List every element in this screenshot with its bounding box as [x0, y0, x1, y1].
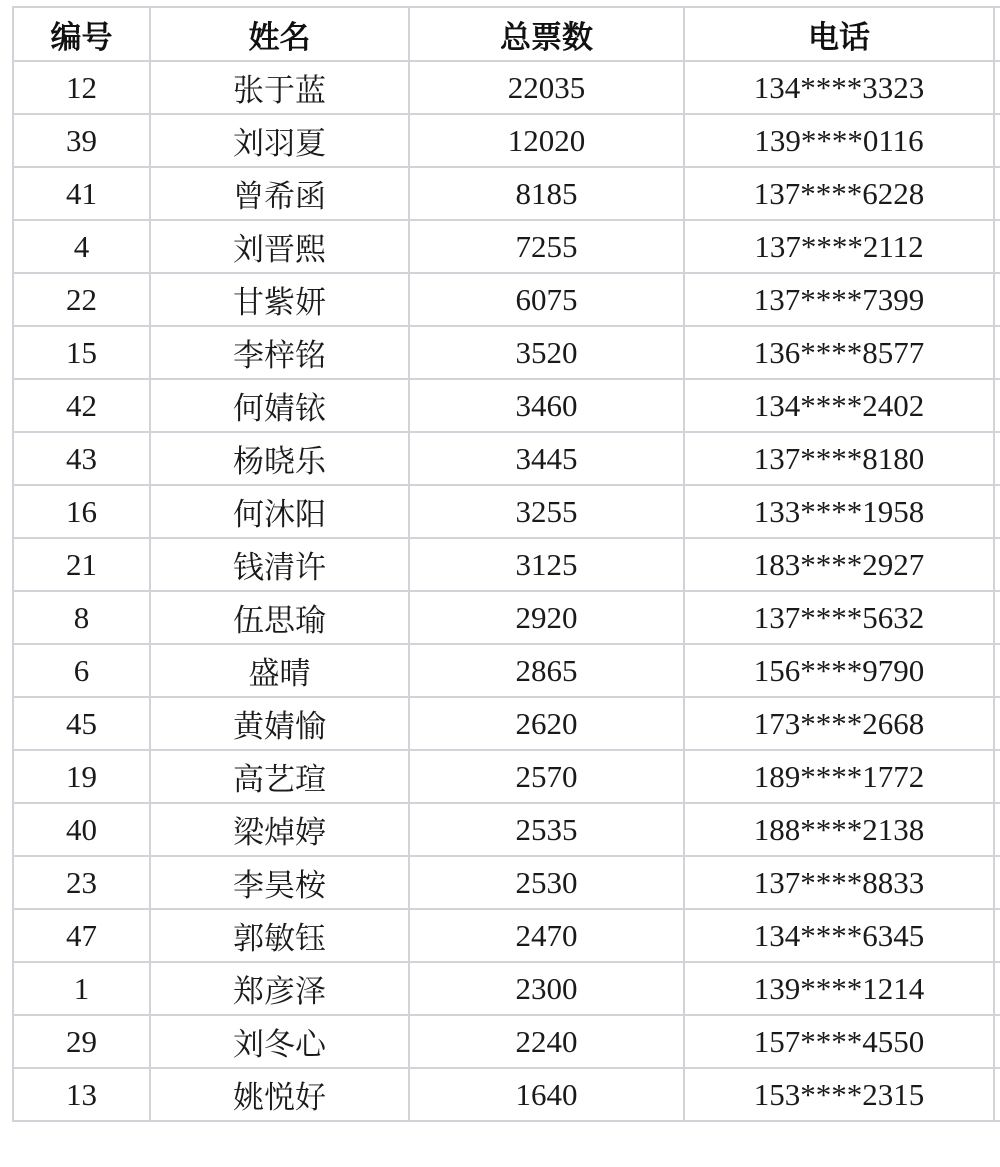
cell-name: 郑彦泽	[150, 962, 409, 1015]
vote-ranking-table	[12, 6, 1000, 1122]
cell-id: 12	[13, 61, 150, 114]
cell-extra-column	[994, 1068, 1000, 1121]
cell-name: 高艺瑄	[150, 750, 409, 803]
cell-phone: 133****1958	[684, 485, 994, 538]
cell-phone: 137****5632	[684, 591, 994, 644]
cell-votes: 3460	[409, 379, 684, 432]
table-row	[13, 61, 1000, 114]
cell-extra-column	[994, 856, 1000, 909]
cell-extra-column	[994, 803, 1000, 856]
cell-name: 刘羽夏	[150, 114, 409, 167]
cell-votes: 2620	[409, 697, 684, 750]
cell-votes: 2535	[409, 803, 684, 856]
table-row	[13, 273, 1000, 326]
cell-votes: 3520	[409, 326, 684, 379]
table-row	[13, 114, 1000, 167]
cell-extra-column	[994, 432, 1000, 485]
header-row	[13, 7, 1000, 61]
cell-phone: 188****2138	[684, 803, 994, 856]
table-row	[13, 1068, 1000, 1121]
cell-name: 刘冬心	[150, 1015, 409, 1068]
table-row	[13, 856, 1000, 909]
cell-votes: 8185	[409, 167, 684, 220]
table-row	[13, 379, 1000, 432]
cell-votes: 2865	[409, 644, 684, 697]
cell-extra-column	[994, 379, 1000, 432]
table-row	[13, 909, 1000, 962]
cell-phone: 137****8833	[684, 856, 994, 909]
cell-extra-column	[994, 909, 1000, 962]
cell-name: 盛晴	[150, 644, 409, 697]
cell-name: 伍思瑜	[150, 591, 409, 644]
cell-extra-column	[994, 962, 1000, 1015]
cell-name: 郭敏钰	[150, 909, 409, 962]
cell-votes: 3255	[409, 485, 684, 538]
cell-id: 22	[13, 273, 150, 326]
cell-phone: 137****2112	[684, 220, 994, 273]
cell-id: 16	[13, 485, 150, 538]
cell-id: 40	[13, 803, 150, 856]
cell-votes: 2530	[409, 856, 684, 909]
table-row	[13, 538, 1000, 591]
cell-extra-column	[994, 538, 1000, 591]
cell-id: 13	[13, 1068, 150, 1121]
cell-phone: 183****2927	[684, 538, 994, 591]
cell-phone: 139****0116	[684, 114, 994, 167]
cell-extra-column	[994, 167, 1000, 220]
table-row	[13, 1015, 1000, 1068]
cell-extra-column	[994, 591, 1000, 644]
header-id: 编号	[13, 7, 150, 61]
header-extra-column	[994, 7, 1000, 61]
cell-phone: 134****6345	[684, 909, 994, 962]
cell-name: 梁焯婷	[150, 803, 409, 856]
table-row	[13, 485, 1000, 538]
cell-name: 李昊桉	[150, 856, 409, 909]
cell-name: 曾希函	[150, 167, 409, 220]
cell-votes: 3445	[409, 432, 684, 485]
cell-extra-column	[994, 273, 1000, 326]
cell-votes: 6075	[409, 273, 684, 326]
table-row	[13, 644, 1000, 697]
table-body	[13, 61, 1000, 1121]
table-row	[13, 697, 1000, 750]
cell-votes: 2240	[409, 1015, 684, 1068]
header-phone: 电话	[684, 7, 994, 61]
table-row	[13, 432, 1000, 485]
table-row	[13, 962, 1000, 1015]
cell-name: 甘紫妍	[150, 273, 409, 326]
cell-extra-column	[994, 485, 1000, 538]
cell-name: 李梓铭	[150, 326, 409, 379]
cell-phone: 137****8180	[684, 432, 994, 485]
cell-name: 姚悦好	[150, 1068, 409, 1121]
cell-votes: 1640	[409, 1068, 684, 1121]
cell-id: 15	[13, 326, 150, 379]
cell-votes: 2470	[409, 909, 684, 962]
cell-id: 43	[13, 432, 150, 485]
cell-phone: 156****9790	[684, 644, 994, 697]
cell-phone: 189****1772	[684, 750, 994, 803]
cell-votes: 7255	[409, 220, 684, 273]
cell-name: 何沐阳	[150, 485, 409, 538]
cell-name: 何婧铱	[150, 379, 409, 432]
cell-phone: 139****1214	[684, 962, 994, 1015]
table-row	[13, 803, 1000, 856]
cell-phone: 134****2402	[684, 379, 994, 432]
header-votes: 总票数	[409, 7, 684, 61]
cell-phone: 173****2668	[684, 697, 994, 750]
cell-votes: 3125	[409, 538, 684, 591]
cell-name: 黄婧愉	[150, 697, 409, 750]
table-row	[13, 326, 1000, 379]
cell-id: 45	[13, 697, 150, 750]
cell-votes: 22035	[409, 61, 684, 114]
cell-id: 29	[13, 1015, 150, 1068]
cell-phone: 137****6228	[684, 167, 994, 220]
cell-votes: 2300	[409, 962, 684, 1015]
cell-id: 47	[13, 909, 150, 962]
cell-name: 刘晋熙	[150, 220, 409, 273]
cell-extra-column	[994, 750, 1000, 803]
cell-extra-column	[994, 326, 1000, 379]
cell-votes: 2920	[409, 591, 684, 644]
table-row	[13, 750, 1000, 803]
cell-extra-column	[994, 114, 1000, 167]
cell-id: 39	[13, 114, 150, 167]
cell-id: 21	[13, 538, 150, 591]
cell-name: 杨晓乐	[150, 432, 409, 485]
cell-phone: 153****2315	[684, 1068, 994, 1121]
cell-votes: 2570	[409, 750, 684, 803]
cell-extra-column	[994, 220, 1000, 273]
cell-extra-column	[994, 1015, 1000, 1068]
cell-name: 钱清许	[150, 538, 409, 591]
cell-id: 42	[13, 379, 150, 432]
cell-id: 4	[13, 220, 150, 273]
cell-extra-column	[994, 61, 1000, 114]
table-row	[13, 220, 1000, 273]
cell-phone: 157****4550	[684, 1015, 994, 1068]
cell-id: 23	[13, 856, 150, 909]
table-row	[13, 167, 1000, 220]
cell-phone: 137****7399	[684, 273, 994, 326]
cell-extra-column	[994, 697, 1000, 750]
cell-id: 6	[13, 644, 150, 697]
cell-id: 8	[13, 591, 150, 644]
cell-name: 张于蓝	[150, 61, 409, 114]
cell-id: 19	[13, 750, 150, 803]
cell-id: 1	[13, 962, 150, 1015]
header-name: 姓名	[150, 7, 409, 61]
cell-phone: 134****3323	[684, 61, 994, 114]
cell-id: 41	[13, 167, 150, 220]
cell-votes: 12020	[409, 114, 684, 167]
table-row	[13, 591, 1000, 644]
cell-extra-column	[994, 644, 1000, 697]
cell-phone: 136****8577	[684, 326, 994, 379]
